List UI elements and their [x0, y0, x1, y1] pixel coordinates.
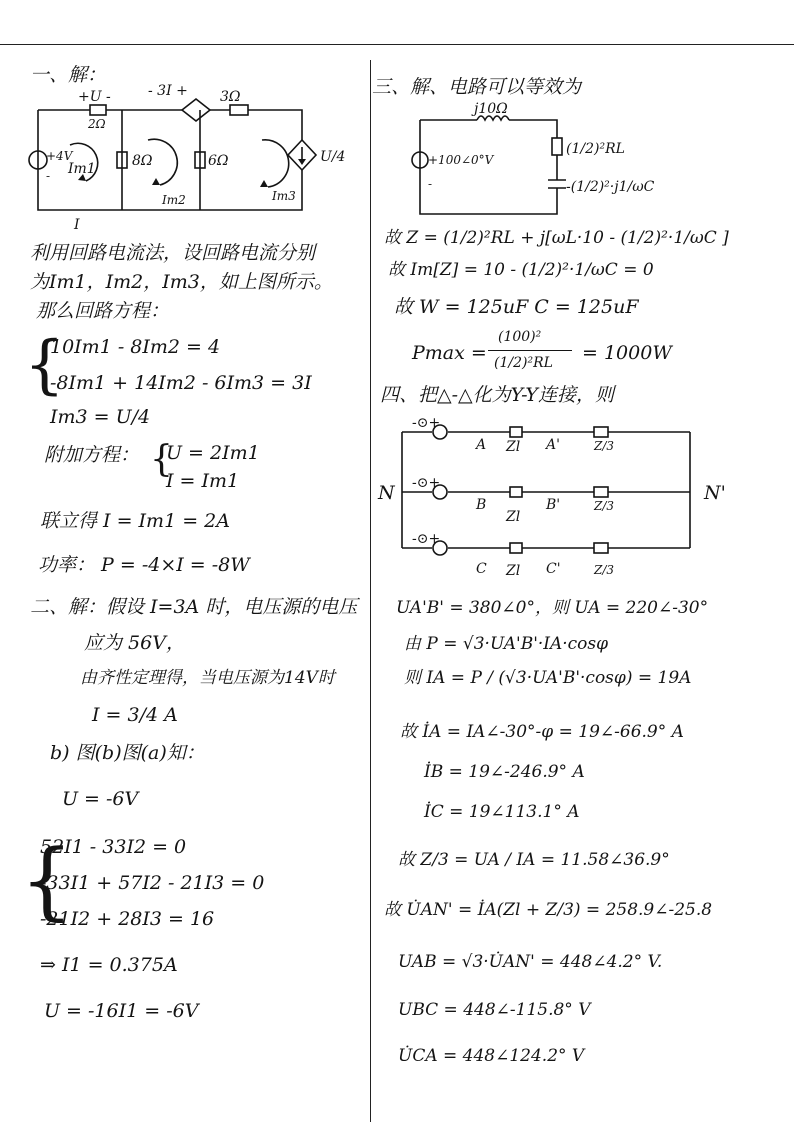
lbl-src: +100∠0°V [428, 153, 494, 167]
s2-l1: 二、解：假设 I=3A 时，电压源的电压 [30, 596, 358, 618]
lbl-a: A [476, 437, 487, 453]
s1-eq2: -8Im1 + 14Im2 - 6Im3 = 3I [50, 372, 312, 394]
lbl-z3-a: Z/3 [594, 439, 615, 453]
lbl-c-phase: C [476, 561, 487, 577]
s4-l8: 故 U̇AN' = İA(Zl + Z/3) = 258.9∠-25.8 [384, 900, 713, 920]
lbl-pm-b: -⊙+ [412, 475, 441, 491]
s2-l6: U = -6V [62, 788, 139, 810]
s4-l5: İB = 19∠-246.9° A [424, 762, 585, 782]
s4-l2: 由 P = √3·UA'B'·IA·cosφ [404, 634, 609, 654]
s1-title: 一、解： [30, 64, 107, 86]
s2-l5: b) 图(b)图(a)知： [50, 742, 205, 764]
lbl-6ohm: 6Ω [208, 153, 229, 169]
lbl-im2: Im2 [162, 193, 186, 207]
lbl-u4: U/4 [320, 149, 346, 165]
lbl-rl: (1/2)²RL [566, 141, 625, 157]
lbl-z3-b: Z/3 [594, 499, 615, 513]
s4-l4: 故 İA = IA∠-30°-φ = 19∠-66.9° A [400, 722, 684, 742]
s1-p2: 为Im1，Im2，Im3，如上图所示。 [30, 271, 333, 293]
s1-power: 功率： P = -4×I = -8W [38, 554, 250, 576]
s2-l3: 由齐性定理得，当电压源为14V时 [80, 668, 335, 688]
s1-p1: 利用回路电流法，设回路电流分别 [30, 242, 316, 264]
s3-im: 故 Im[Z] = 10 - (1/2)²·1/ωC = 0 [388, 260, 654, 280]
lbl-zl-c: Zl [506, 563, 521, 579]
lbl-2ohm: 2Ω [88, 117, 106, 131]
s2-e1: 52I1 - 33I2 = 0 [40, 836, 187, 858]
s4-l1: UA'B' = 380∠0°，则 UA = 220∠-30° [396, 598, 709, 618]
lbl-cp: C' [546, 561, 561, 577]
s4-l11: U̇CA = 448∠124.2° V [398, 1046, 585, 1066]
s4-title: 四、把△-△化为Y-Y连接，则 [380, 384, 614, 406]
s4-l9: UAB = √3·U̇AN' = 448∠4.2° V. [398, 952, 663, 972]
lbl-im3: Im3 [272, 189, 296, 203]
lbl-src-minus: - [428, 177, 433, 191]
brace-3: { [20, 831, 74, 929]
page-top-rule [0, 44, 794, 45]
s1-aux2: I = Im1 [166, 470, 240, 492]
brace-2: { [150, 439, 173, 480]
s2-l4: I = 3/4 A [92, 704, 178, 726]
s3-w: 故 W = 125uF C = 125uF [394, 296, 639, 318]
lbl-pm-c: -⊙+ [412, 531, 441, 547]
lbl-b: B [476, 497, 487, 513]
lbl-minus: - [46, 169, 51, 183]
s1-aux-label: 附加方程： [44, 444, 140, 466]
lbl-j10: j10Ω [474, 101, 508, 117]
s4-l6: İC = 19∠113.1° A [424, 802, 580, 822]
s2-r1: ⇒ I1 = 0.375A [40, 954, 178, 976]
lbl-bp: B' [546, 497, 561, 513]
s2-e3: -21I2 + 28I3 = 16 [40, 908, 215, 930]
s3-title: 三、解、电路可以等效为 [372, 76, 582, 98]
s2-r2: U = -16I1 = -6V [44, 1000, 199, 1022]
lbl-zl-a: Zl [506, 439, 521, 455]
s3-z: 故 Z = (1/2)²RL + j[ωL·10 - (1/2)²·1/ωC ] [384, 228, 729, 248]
s3-pmax-den: (1/2)²RL [494, 355, 553, 371]
s2-e2: -33I1 + 57I2 - 21I3 = 0 [40, 872, 265, 894]
s3-pmax-num: (100)² [498, 329, 542, 345]
lbl-3ohm: 3Ω [220, 89, 241, 105]
lbl-im1: Im1 [68, 161, 96, 177]
lbl-zl-b: Zl [506, 509, 521, 525]
lbl-8ohm: 8Ω [132, 153, 153, 169]
s4-l7: 故 Z/3 = UA / IA = 11.58∠36.9° [398, 850, 670, 870]
lbl-3i: - 3I + [148, 83, 188, 99]
s3-pmax-rhs: = 1000W [582, 342, 672, 364]
lbl-pm-a: -⊙+ [412, 415, 441, 431]
s1-eq1: 10Im1 - 8Im2 = 4 [50, 336, 221, 358]
lbl-np: N' [704, 482, 726, 504]
brace-1: { [24, 328, 65, 402]
s1-p3: 那么回路方程： [36, 300, 170, 322]
s2-l2: 应为 56V， [84, 632, 185, 654]
s1-eq3: Im3 = U/4 [50, 406, 151, 428]
s1-solve: 联立得 I = Im1 = 2A [40, 510, 230, 532]
s1-aux1: U = 2Im1 [166, 442, 260, 464]
lbl-n: N [378, 482, 395, 504]
s3-pmax-lhs: Pmax = [412, 342, 487, 364]
lbl-i: I [74, 217, 80, 233]
lbl-u-top: +U - [78, 89, 111, 105]
s4-l3: 则 IA = P / (√3·UA'B'·cosφ) = 19A [404, 668, 692, 688]
lbl-ap: A' [546, 437, 560, 453]
lbl-c: -(1/2)²·j1/ωC [566, 179, 655, 195]
lbl-4v: +4V [46, 149, 73, 163]
s4-l10: UBC = 448∠-115.8° V [398, 1000, 591, 1020]
lbl-z3-c: Z/3 [594, 563, 615, 577]
fraction-bar [488, 350, 572, 351]
column-divider [370, 60, 371, 1122]
